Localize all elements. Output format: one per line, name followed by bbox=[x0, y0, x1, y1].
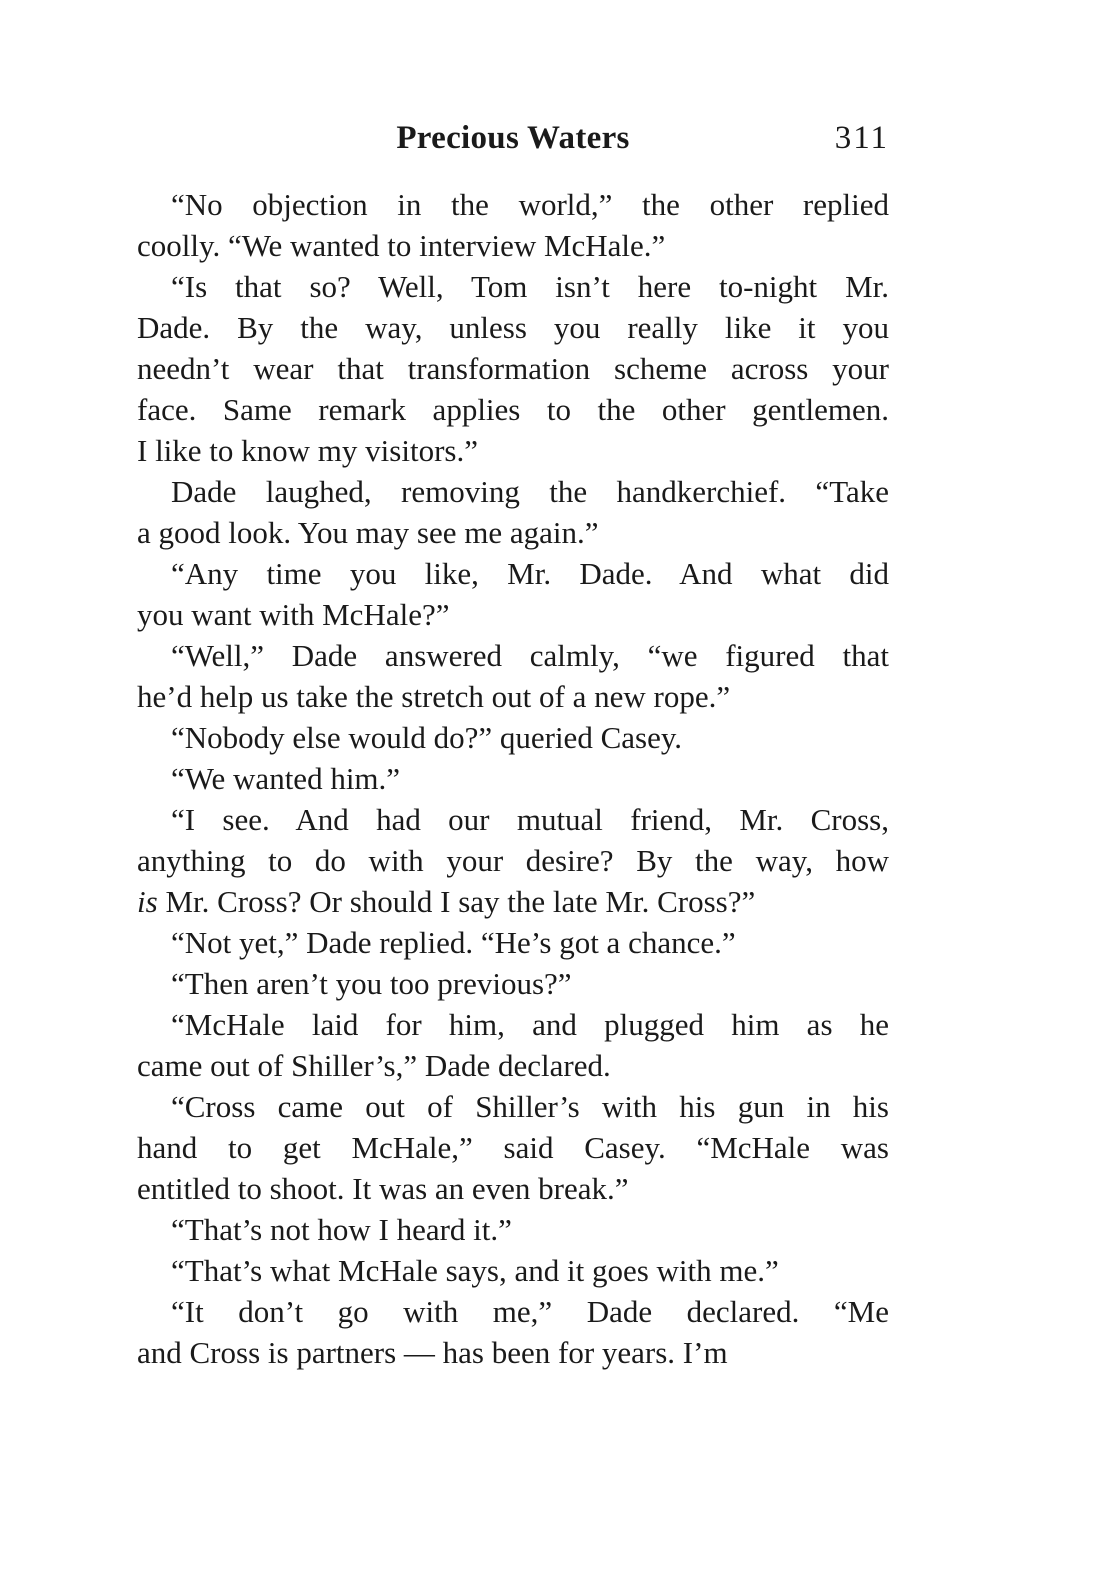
text-line: “Not yet,” Dade replied. “He’s got a chance.” bbox=[171, 925, 736, 960]
paragraph bbox=[137, 1250, 889, 1291]
page-number: 311 bbox=[834, 120, 889, 156]
text-line: Dade laughed, removing the handkerchief. “Take bbox=[171, 474, 889, 509]
text-line: “It don’t go with me,” Dade declared. “Me bbox=[171, 1294, 889, 1329]
paragraph bbox=[137, 1209, 889, 1250]
text-line: anything to do with your desire? By the way, how bbox=[137, 843, 889, 878]
paragraph bbox=[137, 922, 889, 963]
paragraph bbox=[137, 184, 889, 266]
text-line: “That’s not how I heard it.” bbox=[171, 1212, 512, 1247]
text-line: you want with McHale?” bbox=[137, 597, 450, 632]
text-line: entitled to shoot. It was an even break.” bbox=[137, 1171, 629, 1206]
text-line: came out of Shiller’s,” Dade declared. bbox=[137, 1048, 611, 1083]
paragraph bbox=[137, 553, 889, 635]
text-line: is Mr. Cross? Or should I say the late Mr. Cross?” bbox=[137, 884, 756, 919]
text-line: “Then aren’t you too previous?” bbox=[171, 966, 572, 1001]
text-line: I like to know my visitors.” bbox=[137, 433, 478, 468]
body-text bbox=[137, 184, 889, 1373]
text-line: “Cross came out of Shiller’s with his gun in his bbox=[171, 1089, 889, 1124]
text-line: “No objection in the world,” the other replied bbox=[171, 187, 889, 222]
text-line: “That’s what McHale says, and it goes with me.” bbox=[171, 1253, 779, 1288]
paragraph bbox=[137, 1291, 889, 1373]
paragraph bbox=[137, 471, 889, 553]
running-title: Precious Waters bbox=[396, 120, 630, 156]
text-line: and Cross is partners — has been for years. I’m bbox=[137, 1335, 728, 1370]
paragraph bbox=[137, 717, 889, 758]
text-line: coolly. “We wanted to interview McHale.” bbox=[137, 228, 666, 263]
text-line: “Is that so? Well, Tom isn’t here to-night Mr. bbox=[171, 269, 889, 304]
paragraph bbox=[137, 799, 889, 922]
running-head bbox=[137, 120, 889, 166]
text-line: “Well,” Dade answered calmly, “we figured that bbox=[171, 638, 889, 673]
paragraph bbox=[137, 1004, 889, 1086]
text-line: he’d help us take the stretch out of a new rope.” bbox=[137, 679, 731, 714]
paragraph bbox=[137, 1086, 889, 1209]
text-line: hand to get McHale,” said Casey. “McHale was bbox=[137, 1130, 889, 1165]
text-line: a good look. You may see me again.” bbox=[137, 515, 599, 550]
text-line: Dade. By the way, unless you really like it you bbox=[137, 310, 889, 345]
paragraph bbox=[137, 758, 889, 799]
paragraph bbox=[137, 266, 889, 471]
text-line: “McHale laid for him, and plugged him as he bbox=[171, 1007, 889, 1042]
text-line: “Any time you like, Mr. Dade. And what did bbox=[171, 556, 889, 591]
text-line: “We wanted him.” bbox=[171, 761, 401, 796]
paragraph bbox=[137, 963, 889, 1004]
text-line: “I see. And had our mutual friend, Mr. Cross, bbox=[171, 802, 889, 837]
paragraph bbox=[137, 635, 889, 717]
text-line: face. Same remark applies to the other gentlemen. bbox=[137, 392, 889, 427]
text-line: needn’t wear that transformation scheme across your bbox=[137, 351, 889, 386]
text-line: “Nobody else would do?” queried Casey. bbox=[171, 720, 683, 755]
